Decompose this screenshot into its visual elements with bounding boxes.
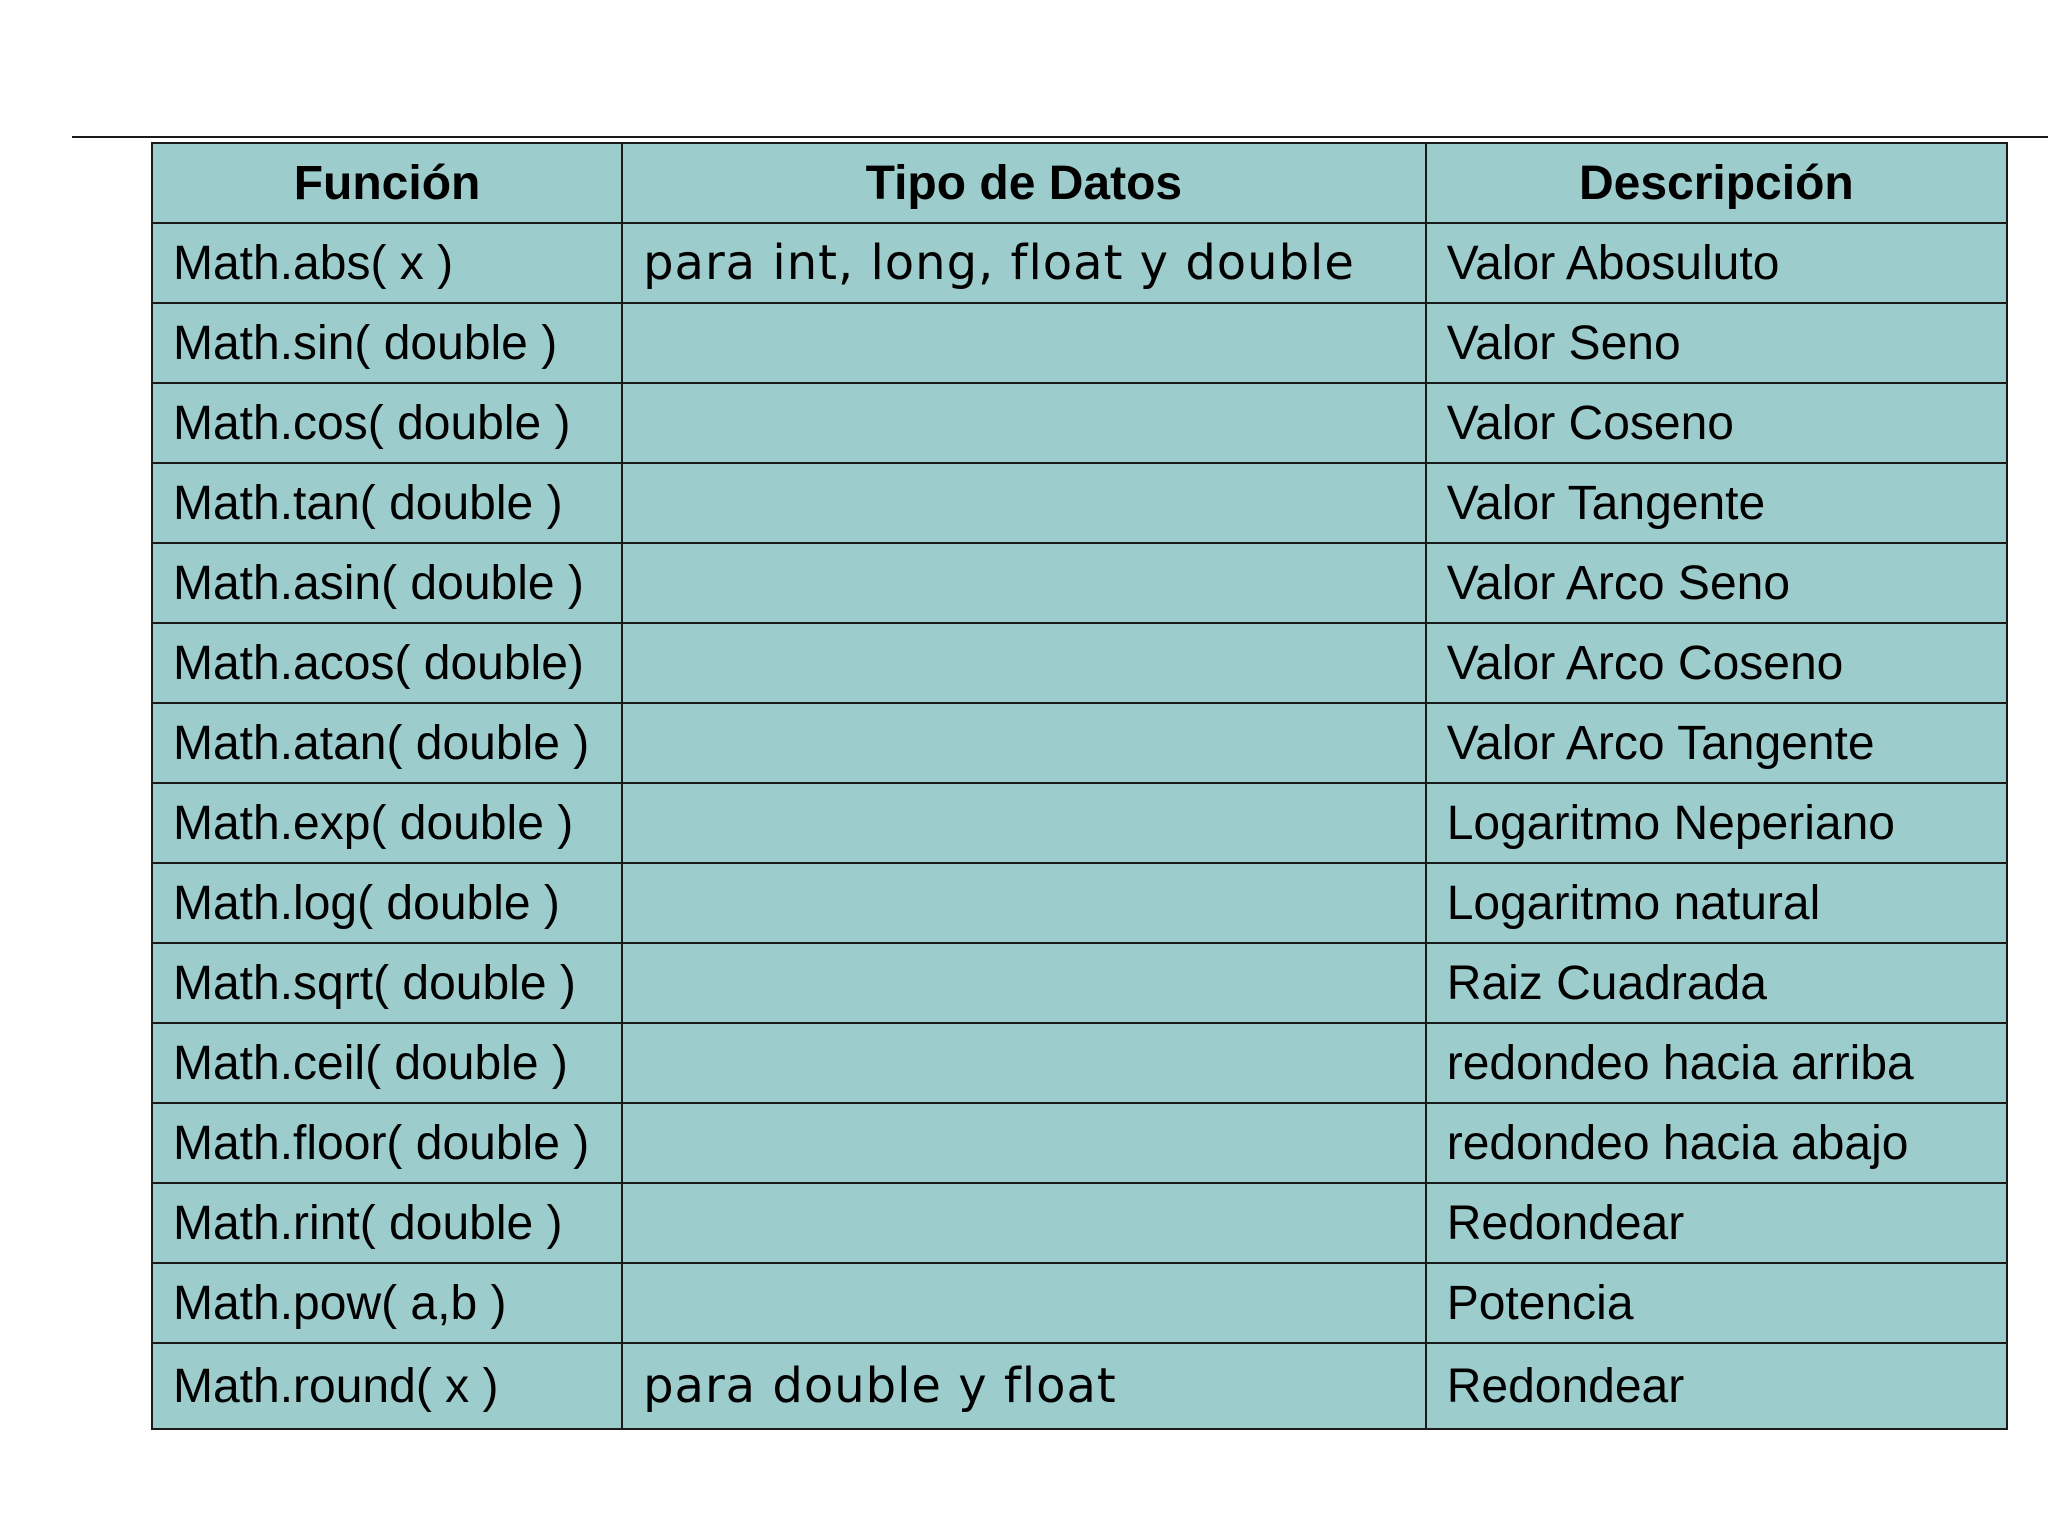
header-function: Función (152, 143, 622, 223)
function-cell: Math.tan( double ) (152, 463, 622, 543)
table-row (152, 863, 2007, 943)
function-cell: Math.sqrt( double ) (152, 943, 622, 1023)
data-type-cell (622, 703, 1426, 783)
math-functions-table (151, 142, 2008, 1430)
function-cell: Math.ceil( double ) (152, 1023, 622, 1103)
header-description: Descripción (1426, 143, 2007, 223)
data-type-cell (622, 623, 1426, 703)
header-data-type: Tipo de Datos (622, 143, 1426, 223)
data-type-cell (622, 783, 1426, 863)
description-cell: redondeo hacia abajo (1426, 1103, 2007, 1183)
function-cell: Math.pow( a,b ) (152, 1263, 622, 1343)
function-cell: Math.acos( double) (152, 623, 622, 703)
data-type-cell (622, 383, 1426, 463)
description-cell: Valor Abosuluto (1426, 223, 2007, 303)
data-type-cell (622, 463, 1426, 543)
function-cell: Math.cos( double ) (152, 383, 622, 463)
function-cell: Math.log( double ) (152, 863, 622, 943)
table-row (152, 303, 2007, 383)
function-cell: Math.floor( double ) (152, 1103, 622, 1183)
description-cell: redondeo hacia arriba (1426, 1023, 2007, 1103)
function-cell: Math.atan( double ) (152, 703, 622, 783)
data-type-cell (622, 1103, 1426, 1183)
description-cell: Valor Arco Tangente (1426, 703, 2007, 783)
function-cell: Math.abs( x ) (152, 223, 622, 303)
data-type-cell (622, 943, 1426, 1023)
data-type-cell (622, 1023, 1426, 1103)
table-row (152, 463, 2007, 543)
table-row (152, 1183, 2007, 1263)
description-cell: Valor Seno (1426, 303, 2007, 383)
data-type-cell (622, 303, 1426, 383)
data-type-cell (622, 863, 1426, 943)
function-cell: Math.round( x ) (152, 1343, 622, 1429)
top-divider-line (72, 136, 2048, 138)
table-row (152, 703, 2007, 783)
description-cell: Valor Tangente (1426, 463, 2007, 543)
description-cell: Valor Arco Coseno (1426, 623, 2007, 703)
table-header-row (152, 143, 2007, 223)
table-row (152, 383, 2007, 463)
data-type-cell (622, 1263, 1426, 1343)
description-cell: Logaritmo Neperiano (1426, 783, 2007, 863)
data-type-cell: para double y float (622, 1343, 1426, 1429)
table-row (152, 1103, 2007, 1183)
data-type-cell: para int, long, float y double (622, 223, 1426, 303)
data-type-cell (622, 1183, 1426, 1263)
table-row (152, 783, 2007, 863)
description-cell: Potencia (1426, 1263, 2007, 1343)
description-cell: Redondear (1426, 1343, 2007, 1429)
table-row (152, 1263, 2007, 1343)
function-cell: Math.asin( double ) (152, 543, 622, 623)
table-row (152, 623, 2007, 703)
function-cell: Math.sin( double ) (152, 303, 622, 383)
description-cell: Valor Arco Seno (1426, 543, 2007, 623)
table-row (152, 543, 2007, 623)
table-row (152, 1023, 2007, 1103)
function-cell: Math.exp( double ) (152, 783, 622, 863)
data-type-cell (622, 543, 1426, 623)
table-row (152, 1343, 2007, 1429)
function-cell: Math.rint( double ) (152, 1183, 622, 1263)
description-cell: Logaritmo natural (1426, 863, 2007, 943)
description-cell: Raiz Cuadrada (1426, 943, 2007, 1023)
table-row (152, 943, 2007, 1023)
table-row (152, 223, 2007, 303)
description-cell: Valor Coseno (1426, 383, 2007, 463)
description-cell: Redondear (1426, 1183, 2007, 1263)
